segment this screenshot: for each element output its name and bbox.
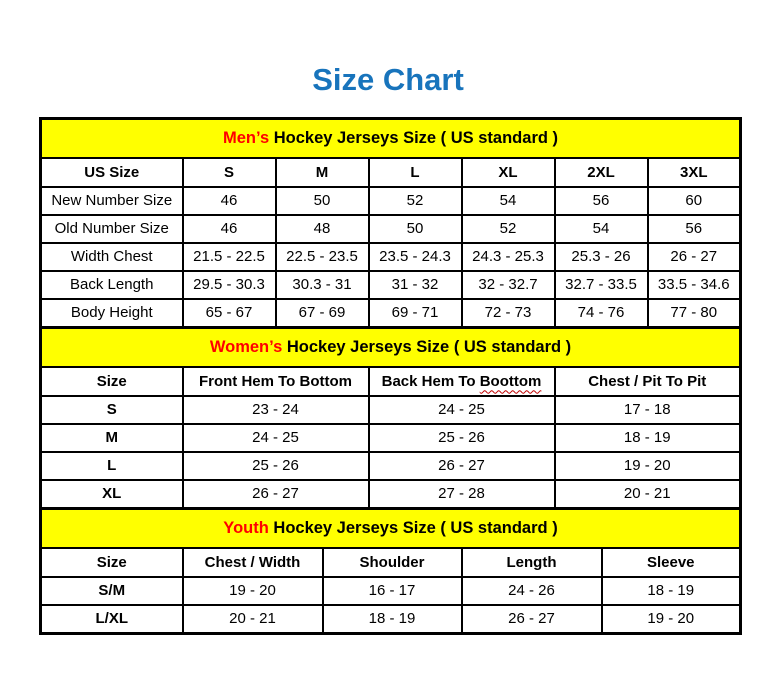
size-value-cell: 19 - 20: [183, 577, 323, 605]
youth-section-band: [41, 508, 741, 548]
mens-section-highlight: Men’s: [222, 128, 270, 147]
size-value-cell: 54: [555, 215, 648, 243]
size-value-cell: 19 - 20: [602, 605, 741, 634]
size-value-cell: 50: [276, 187, 369, 215]
row-label: M: [41, 424, 183, 452]
size-value-cell: 24.3 - 25.3: [462, 243, 555, 271]
table-row: [41, 577, 741, 605]
womens-header-chest: Chest / Pit To Pit: [555, 367, 741, 396]
back-hem-misspelled-word: Boottom: [479, 372, 542, 390]
womens-section-title: [41, 327, 741, 367]
womens-header-size: Size: [41, 367, 183, 396]
womens-section-band: [41, 327, 741, 367]
size-value-cell: 23 - 24: [183, 396, 369, 424]
mens-header-xl: XL: [462, 158, 555, 187]
youth-section-highlight: Youth: [223, 518, 269, 537]
size-value-cell: 67 - 69: [276, 299, 369, 328]
youth-size-table: [39, 507, 742, 635]
size-value-cell: 60: [648, 187, 741, 215]
row-label: Body Height: [41, 299, 183, 328]
size-tables-container: [39, 117, 742, 635]
row-label: S/M: [41, 577, 183, 605]
mens-header-3xl: 3XL: [648, 158, 741, 187]
table-row: [41, 299, 741, 328]
mens-section-band: [41, 118, 741, 158]
mens-size-table: [39, 117, 742, 329]
youth-header-sleeve: Sleeve: [602, 548, 741, 577]
size-value-cell: 33.5 - 34.6: [648, 271, 741, 299]
size-value-cell: 32 - 32.7: [462, 271, 555, 299]
size-value-cell: 65 - 67: [183, 299, 276, 328]
size-value-cell: 69 - 71: [369, 299, 462, 328]
womens-size-table: [39, 326, 742, 510]
row-label: S: [41, 396, 183, 424]
size-value-cell: 77 - 80: [648, 299, 741, 328]
mens-header-2xl: 2XL: [555, 158, 648, 187]
mens-header-m: M: [276, 158, 369, 187]
table-row: [41, 480, 741, 509]
table-row: [41, 396, 741, 424]
table-row: [41, 424, 741, 452]
youth-section-rest: Hockey Jerseys Size ( US standard ): [268, 518, 558, 537]
youth-header-chest-width: Chest / Width: [183, 548, 323, 577]
size-value-cell: 18 - 19: [555, 424, 741, 452]
mens-header-s: S: [183, 158, 276, 187]
size-value-cell: 17 - 18: [555, 396, 741, 424]
size-value-cell: 25.3 - 26: [555, 243, 648, 271]
size-value-cell: 32.7 - 33.5: [555, 271, 648, 299]
page-title: Size Chart: [312, 62, 464, 97]
size-value-cell: 24 - 26: [462, 577, 602, 605]
mens-section-title: [41, 118, 741, 158]
size-value-cell: 52: [369, 187, 462, 215]
row-label: Back Length: [41, 271, 183, 299]
size-value-cell: 74 - 76: [555, 299, 648, 328]
size-value-cell: 16 - 17: [323, 577, 462, 605]
youth-header-length: Length: [462, 548, 602, 577]
size-value-cell: 31 - 32: [369, 271, 462, 299]
mens-section-rest: Hockey Jerseys Size ( US standard ): [269, 128, 559, 147]
size-value-cell: 30.3 - 31: [276, 271, 369, 299]
table-row: [41, 605, 741, 634]
size-value-cell: 20 - 21: [183, 605, 323, 634]
size-value-cell: 23.5 - 24.3: [369, 243, 462, 271]
size-value-cell: 54: [462, 187, 555, 215]
womens-header-row: [41, 367, 741, 396]
table-row: [41, 243, 741, 271]
size-value-cell: 52: [462, 215, 555, 243]
size-value-cell: 29.5 - 30.3: [183, 271, 276, 299]
size-value-cell: 56: [648, 215, 741, 243]
size-value-cell: 22.5 - 23.5: [276, 243, 369, 271]
womens-header-front-hem: Front Hem To Bottom: [183, 367, 369, 396]
size-value-cell: 50: [369, 215, 462, 243]
row-label: L/XL: [41, 605, 183, 634]
mens-header-l: L: [369, 158, 462, 187]
row-label: Old Number Size: [41, 215, 183, 243]
table-row: [41, 271, 741, 299]
womens-section-highlight: Women’s: [209, 337, 283, 356]
row-label: New Number Size: [41, 187, 183, 215]
mens-header-us-size: US Size: [41, 158, 183, 187]
size-value-cell: 46: [183, 215, 276, 243]
back-hem-prefix: Back Hem To: [381, 372, 480, 390]
row-label: Width Chest: [41, 243, 183, 271]
womens-header-back-hem: [369, 367, 555, 396]
size-value-cell: 26 - 27: [369, 452, 555, 480]
size-value-cell: 25 - 26: [369, 424, 555, 452]
youth-header-shoulder: Shoulder: [323, 548, 462, 577]
size-value-cell: 19 - 20: [555, 452, 741, 480]
size-value-cell: 18 - 19: [602, 577, 741, 605]
row-label: L: [41, 452, 183, 480]
size-value-cell: 24 - 25: [183, 424, 369, 452]
size-value-cell: 24 - 25: [369, 396, 555, 424]
womens-section-rest: Hockey Jerseys Size ( US standard ): [282, 337, 572, 356]
table-row: [41, 215, 741, 243]
row-label: XL: [41, 480, 183, 509]
mens-header-row: [41, 158, 741, 187]
size-value-cell: 18 - 19: [323, 605, 462, 634]
table-row: [41, 187, 741, 215]
youth-section-title: [41, 508, 741, 548]
youth-header-row: [41, 548, 741, 577]
youth-header-size: Size: [41, 548, 183, 577]
table-row: [41, 452, 741, 480]
size-value-cell: 21.5 - 22.5: [183, 243, 276, 271]
size-value-cell: 72 - 73: [462, 299, 555, 328]
size-value-cell: 20 - 21: [555, 480, 741, 509]
size-value-cell: 56: [555, 187, 648, 215]
size-value-cell: 48: [276, 215, 369, 243]
size-value-cell: 46: [183, 187, 276, 215]
size-value-cell: 26 - 27: [648, 243, 741, 271]
size-value-cell: 27 - 28: [369, 480, 555, 509]
size-value-cell: 25 - 26: [183, 452, 369, 480]
size-value-cell: 26 - 27: [183, 480, 369, 509]
size-value-cell: 26 - 27: [462, 605, 602, 634]
